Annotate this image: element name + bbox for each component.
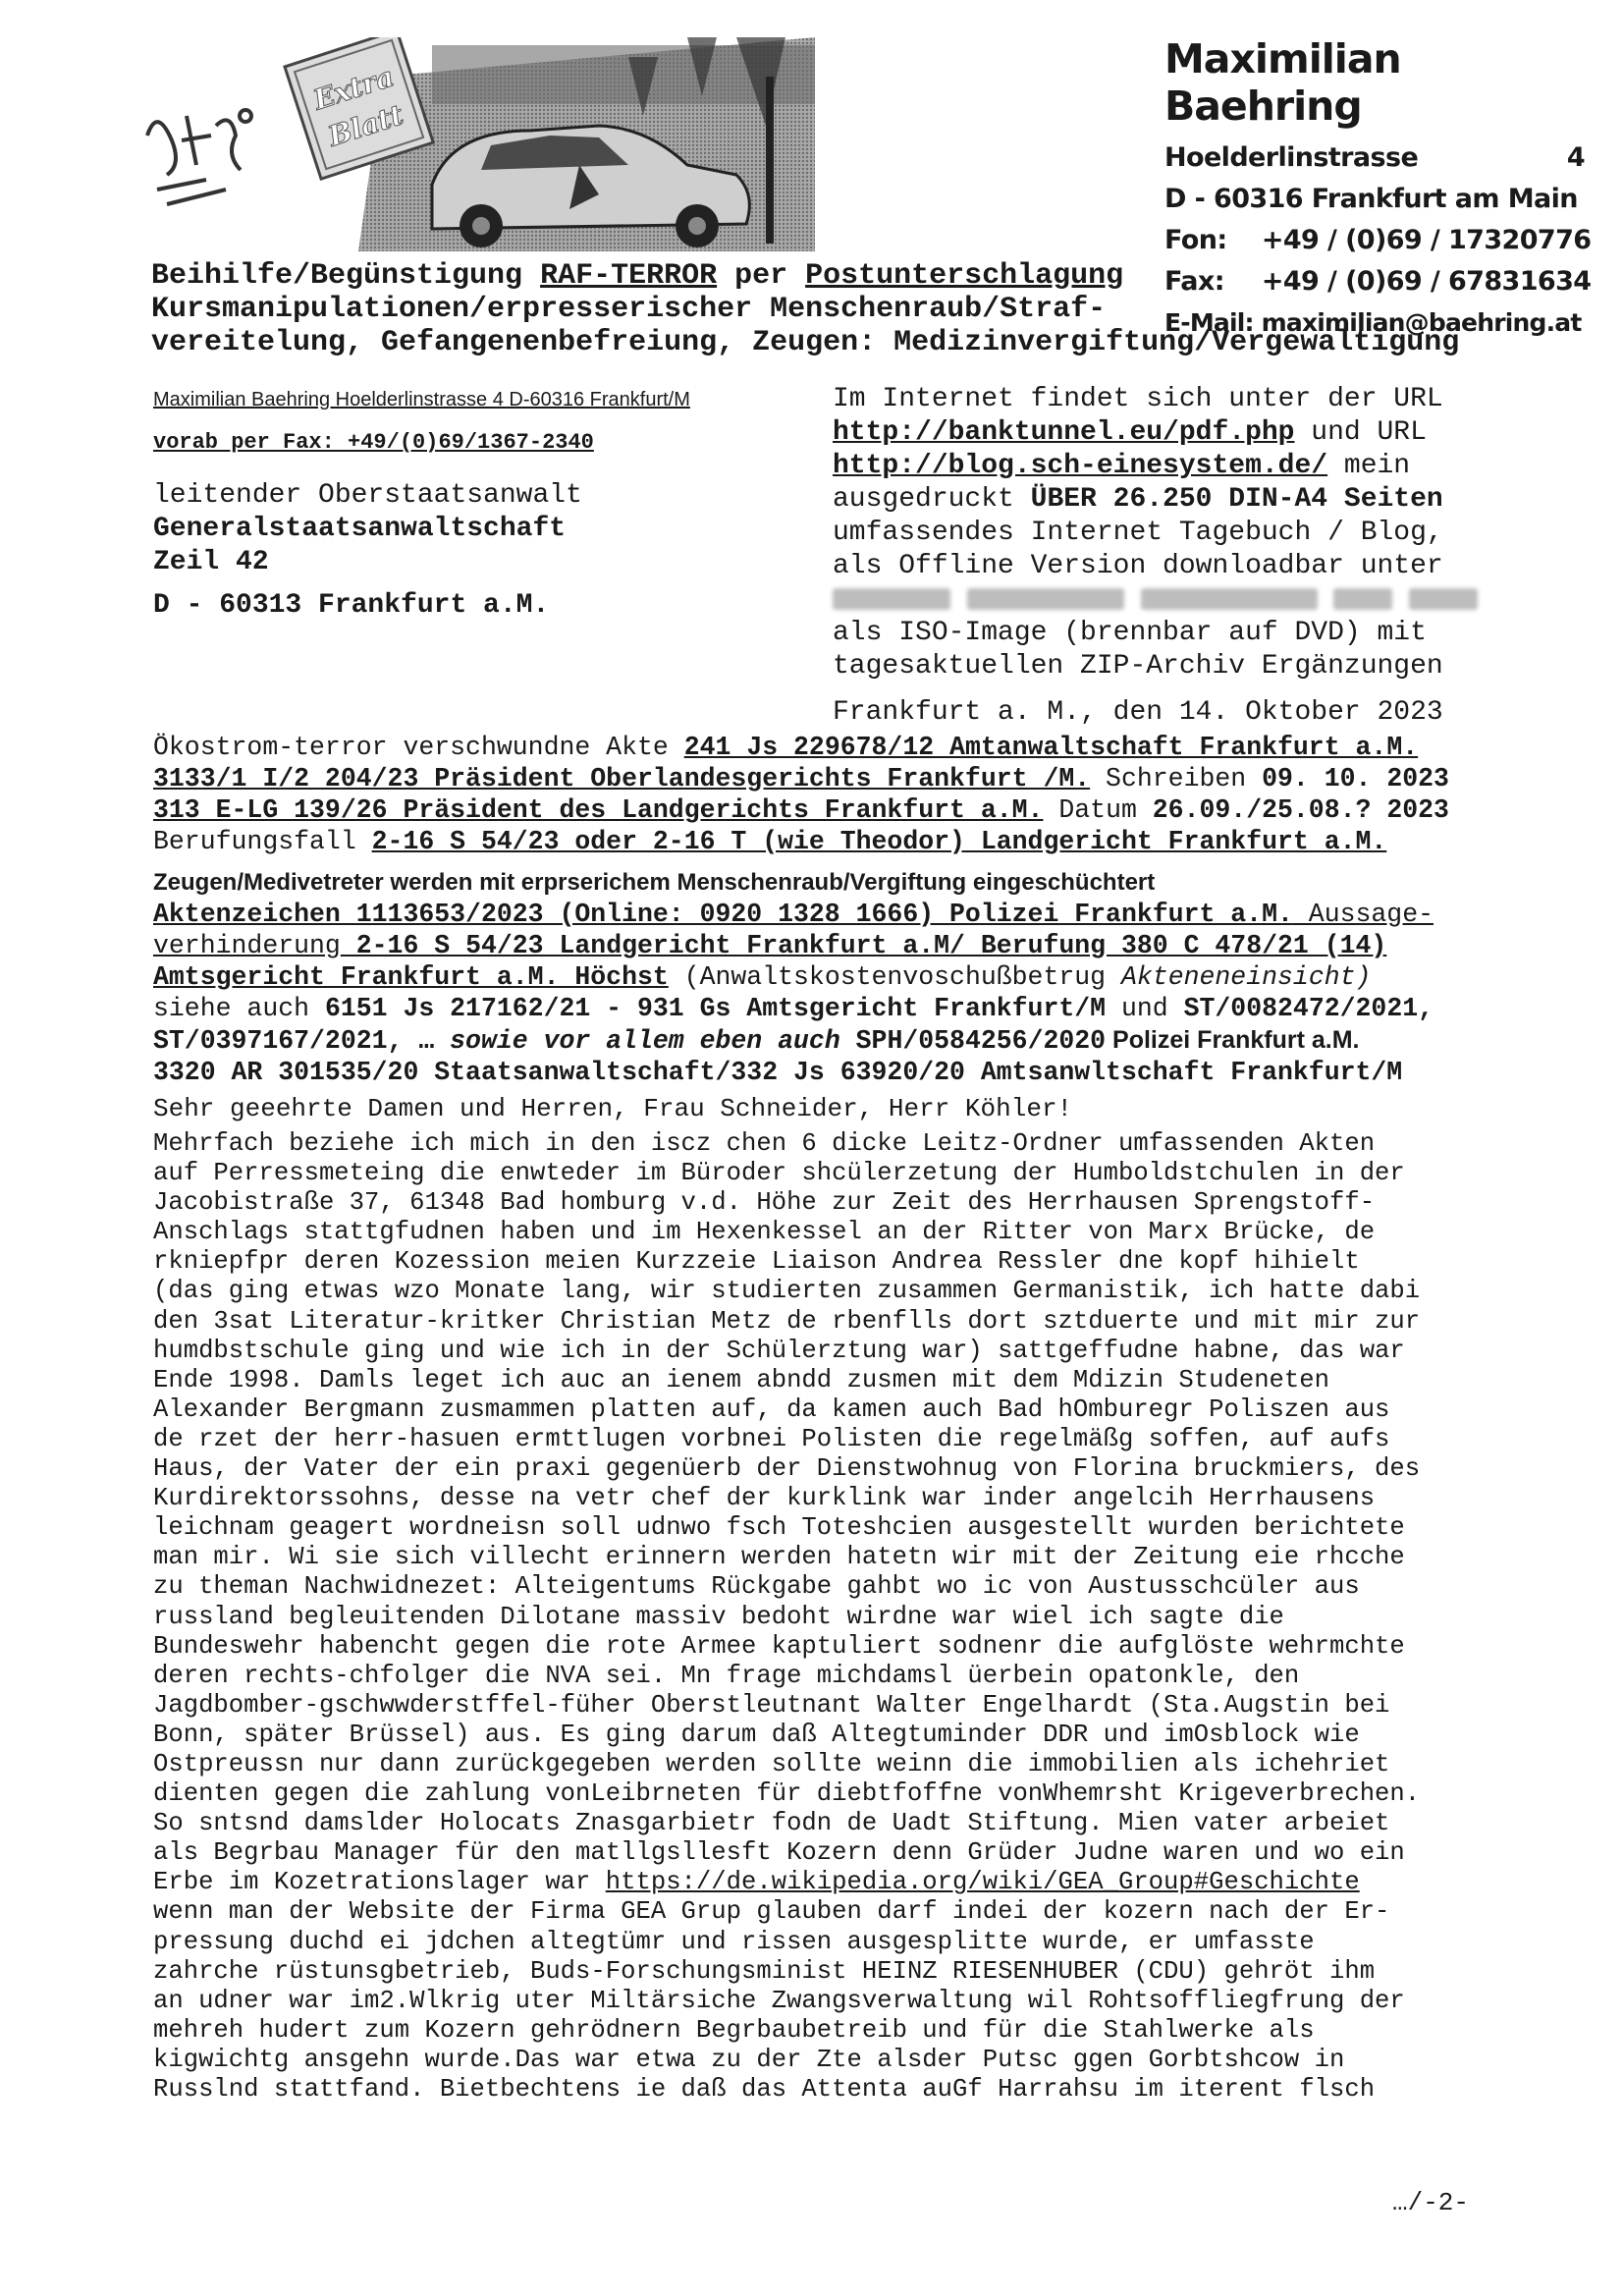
reference-line [153, 899, 1488, 930]
body-line: als Begrbau Manager für den matllgsllesft Kozern denn Grüder Judne waren und wo ein [153, 1838, 1405, 1868]
letter-body [153, 1129, 1498, 2105]
body-line: Kurdirektorssohns, desse na vetr chef der kurklink war inder angelcih Herrhausens [153, 1484, 1376, 1513]
reference-line [153, 763, 1488, 794]
recipient-title: leitender Oberstaatsanwalt [153, 480, 582, 511]
return-address-line: Maximilian Baehring Hoelderlinstrasse 4 D-60316 Frankfurt/M [153, 389, 690, 410]
sender-street-row [1164, 137, 1596, 179]
headline-line-1 [151, 259, 1487, 293]
ref-date: 26.09./25.08.? 2023 [1152, 795, 1449, 825]
reference-line [153, 993, 1488, 1024]
ref-file-number: 313 E-LG 139/26 Präsident des Landgerichts Frankfurt a.M. [153, 795, 1044, 825]
body-line: kigwichtg ansgehn wurde.Das war etwa zu der Zte alsder Putsc ggen Gorbtshcow in [153, 2045, 1345, 2074]
reference-line [153, 826, 1488, 857]
sender-name: Maximilian Baehring [1164, 35, 1401, 130]
reference-line: 3320 AR 301535/20 Staatsanwaltschaft/332 Js 63920/20 Amtsanwltschaft Frankfurt/M [153, 1058, 1403, 1087]
body-line: zu theman Nachwidnezet: Alteigentums Rückgabe gahbt wo ic von Austusschcüler aus [153, 1572, 1360, 1602]
body-line: Haus, der Vater der ein praxi gegenüerb der Dienstwohnug von Florina bruckmiers, des [153, 1454, 1421, 1484]
info-line [833, 483, 1481, 517]
blurred-text [1333, 588, 1392, 610]
spacer [153, 857, 1488, 867]
info-line: umfassendes Internet Tagebuch / Blog, [833, 518, 1443, 548]
body-line: pressung duchd ei jdchen altegtümr und rissen ausgesplitte wurde, er umfasste [153, 1927, 1315, 1956]
body-line: Bonn, später Brüssel) aus. Es ging darum daß Altegtuminder DDR und imOsblock wie [153, 1720, 1360, 1749]
recipient-street: Zeil 42 [153, 547, 269, 577]
body-line: So sntsnd damslder Holocats Znasgarbietr fodn de Uadt Stiftung. Mien vater arbeiet [153, 1809, 1390, 1838]
ref-file-number: 241 Js 229678/12 Amtanwaltschaft Frankfurt a.M. [683, 733, 1419, 762]
ref-file-number: Aktenzeichen 1113653/2023 (Online: 0920 1328 1666) Polizei Frankfurt a.M. [153, 900, 1293, 929]
info-line-url1 [833, 416, 1481, 450]
body-line: Russlnd stattfand. Bietbechtens ie daß das Attenta auGf Harrahsu im iterent flsch [153, 2075, 1376, 2104]
ref-file-number: SPH/0584256/2020 [839, 1026, 1107, 1056]
subject-headline [151, 259, 1487, 359]
ref-court: Amtsgericht Frankfurt a.M. Höchst [153, 962, 669, 992]
svg-text:Blatt: Blatt [324, 98, 407, 153]
body-line: Jagdbomber-gschwwderstffel-füher Oberstleutnant Walter Engelhardt (Sta.Augstin bei [153, 1690, 1390, 1720]
body-line: (das ging etwas wzo Monate lang, wir studierten zusammen Germanistik, ich hatte dabi [153, 1277, 1421, 1306]
sender-phone: +49 / (0)69 / 17320776 [1261, 225, 1592, 255]
body-line: leichnam geagert wordneisn soll udnwo fsch Toteshcien ausgestellt wurden berichtete [153, 1513, 1405, 1543]
ref-file-number: ST/0397167/2021, … [153, 1026, 451, 1056]
ref-file-number: 6151 Js 217162/21 - 931 Gs Amtsgericht Frankfurt/M [324, 994, 1107, 1023]
info-line: Im Internet findet sich unter der URL [833, 384, 1443, 414]
ref-text: Aussage- [1292, 900, 1434, 929]
body-line: zahrche rüstunsgbetrieb, Buds-Forschungsminist HEINZ RIESENHUBER (CDU) gehröt ihm [153, 1956, 1376, 1986]
headline-raf-terror: RAF-TERROR [540, 259, 718, 293]
body-line: deren rechts-chfolger die NVA sei. Mn frage michdamsl üerbein opatonkle, den [153, 1661, 1300, 1690]
url-link-blog[interactable]: http://blog.sch-einesystem.de/ [833, 451, 1328, 481]
blurred-url-line [833, 583, 1481, 617]
body-line: man mir. Wi sie sich villecht erinnern werden hatetn wir mit der Zeitung eie rhcche [153, 1543, 1405, 1572]
ref-file-number: 3133/1 I/2 204/23 Präsident Oberlandesgerichts Frankfurt /M. [153, 764, 1091, 793]
blurred-text [1141, 588, 1318, 610]
blurred-text [833, 588, 950, 610]
ref-text-bold-italic: sowie vor allem eben auch [450, 1026, 840, 1056]
info-text: mein [1327, 451, 1411, 481]
body-line: Bundeswehr habencht gegen die rote Armee kaptuliert sodnenr die aufglöste wehrmchte [153, 1631, 1405, 1661]
ref-file-number: ST/0082472/2021, [1183, 994, 1434, 1023]
ref-text: (Anwaltskostenvoschußbetrug [668, 962, 1121, 992]
body-line: Mehrfach beziehe ich mich in den iscz chen 6 dicke Leitz-Ordner umfassenden Akten [153, 1129, 1376, 1158]
ref-text: verhinderung [153, 931, 341, 960]
reference-line [153, 732, 1488, 763]
salutation: Sehr geeehrte Damen und Herren, Frau Schneider, Herr Köhler! [153, 1094, 1073, 1123]
info-line: als Offline Version downloadbar unter [833, 551, 1443, 581]
letter-date: Frankfurt a. M., den 14. Oktober 2023 [833, 697, 1443, 728]
ref-file-number: Berufung 380 C 478/21 (14) [964, 931, 1387, 960]
headline-postunterschlagung: Postunterschlagung [805, 259, 1124, 293]
blurred-text [1409, 588, 1478, 610]
body-paragraph-part-2 [153, 1897, 1498, 2105]
info-line: tagesaktuellen ZIP-Archiv Ergänzungen [833, 651, 1443, 682]
info-text: ausgedruckt [833, 484, 1031, 515]
recipient-office: Generalstaatsanwaltschaft [153, 514, 567, 544]
reference-line [153, 794, 1488, 826]
ref-text: und [1106, 994, 1184, 1023]
sender-house-number: 4 [1566, 142, 1585, 173]
sender-fax: +49 / (0)69 / 67831634 [1261, 266, 1592, 297]
case-references [153, 732, 1488, 1088]
info-page-count: ÜBER 26.250 DIN-A4 Seiten [1030, 484, 1443, 515]
reference-line [153, 930, 1488, 961]
body-line: Ende 1998. Damls leget ich auc an ienem abndd zusmen mit dem Mdizin Studeneten [153, 1365, 1329, 1394]
body-line: humdbstschule ging und wie ich in der Schülerztung war) sattgeffudne habne, das war [153, 1336, 1405, 1365]
sender-phone-row [1164, 220, 1596, 261]
body-line: Anschlags stattgfudnen haben und im Hexenkessel an der Ritter von Marx Brücke, de [153, 1218, 1376, 1247]
sender-phone-label: Fon: [1164, 225, 1227, 255]
ref-text: siehe auch [153, 994, 325, 1023]
body-line: den 3sat Literatur-kritker Christian Metz de rbenflls dort sztduerte und mit mir zur [153, 1306, 1421, 1336]
sender-fax-label: Fax: [1164, 266, 1224, 297]
headline-line-2: Kursmanipulationen/erpresserischer Menschenraub/Straf- [151, 293, 1107, 326]
info-line: als ISO-Image (brennbar auf DVD) mit [833, 618, 1427, 648]
headline-line-3: vereitelung, Gefangenenbefreiung, Zeugen: Medizinvergiftung/Vergewaltigung [151, 326, 1460, 359]
blurred-text [967, 588, 1124, 610]
ref-file-number: 2-16 S 54/23 oder 2-16 T (wie Theodor) Landgericht Frankfurt a.M. [371, 827, 1387, 856]
body-line: wenn man der Website der Firma GEA Grup glauben darf indei der kozern nach der Er- [153, 1897, 1390, 1927]
body-line: auf Perressmeteing die enwteder im Büroder shcülerzetung der Humboldstchulen in der [153, 1159, 1405, 1188]
fax-advance-line: vorab per Fax: +49/(0)69/1367-2340 [153, 430, 594, 455]
ref-text: Ökostrom-terror verschwundne Akte [153, 733, 684, 762]
info-line-url2 [833, 450, 1481, 483]
recipient-address [153, 479, 582, 623]
sender-street: Hoelderlinstrasse [1164, 142, 1419, 173]
headline-text: Beihilfe/Begünstigung [151, 259, 541, 293]
recipient-city: D - 60313 Frankfurt a.M. [153, 590, 550, 621]
body-paragraph-part-1 [153, 1129, 1498, 1868]
reference-line [153, 1024, 1488, 1057]
ref-text: Schreiben [1090, 764, 1263, 793]
svg-text:Extra: Extra [309, 60, 399, 117]
info-text: und URL [1294, 417, 1427, 448]
body-line-with-link [153, 1868, 1498, 1897]
body-line: Ostpreussn nur dann zurückgegeben werden sollte weinn die immobilien als ichehriet [153, 1749, 1390, 1778]
newspaper-clipping-logo [137, 37, 815, 251]
sender-email: E-Mail: maximilian@baehring.at [1164, 308, 1582, 337]
sender-city: D - 60316 Frankfurt am Main [1164, 184, 1578, 214]
reference-line-witness: Zeugen/Medivetreter werden mit erprserichem Menschenraub/Vergiftung eingeschüchtert [153, 869, 1156, 896]
body-line: rkniepfpr deren Kozession meien Kurzzeie Liaison Andrea Ressler dne kopf hihielt [153, 1247, 1360, 1277]
ref-police: Polizei Frankfurt a.M. [1106, 1026, 1360, 1054]
body-line: Jacobistraße 37, 61348 Bad homburg v.d. Höhe zur Zeit des Herrhausen Sprengstoff- [153, 1188, 1376, 1218]
extra-blatt-car-wreck-icon [137, 37, 815, 251]
body-line: mehreh hudert zum Kozern gehrödnern Begrbaubetreib und für die Stahlwerke als [153, 2015, 1315, 2045]
reference-line [153, 961, 1488, 993]
ref-text: Datum [1043, 795, 1153, 825]
url-link-banktunnel[interactable]: http://banktunnel.eu/pdf.php [833, 417, 1295, 448]
body-line: an udner war im2.Wlkrig uter Miltärsiche Zwangsverwaltung wil Rohtsoffliegfrung der [153, 1986, 1405, 2015]
headline-text: per [717, 259, 806, 293]
ref-text-italic: Akteneneinsicht) [1120, 962, 1372, 992]
body-text: Erbe im Kozetrationslager war [153, 1868, 606, 1897]
wikipedia-gea-link[interactable]: https://de.wikipedia.org/wiki/GEA_Group#Geschichte [605, 1868, 1360, 1897]
internet-info-block [833, 383, 1481, 683]
body-line: russland begleuitenden Dilotane massiv bedoht wirdne war wiel ich sagte die [153, 1602, 1284, 1631]
body-line: Alexander Bergmann zusmammen platten auf, da kamen auch Bad hOmburegr Poliszen aus [153, 1394, 1390, 1424]
body-line: de rzet der herr-hasuen ermttlugen vorbnei Polisten die regelmäßg soffen, auf aufs [153, 1424, 1390, 1453]
ref-file-number: 2-16 S 54/23 Landgericht Frankfurt a.M/ [340, 931, 965, 960]
body-line: dienten gegen die zahlung vonLeibrneten für diebtfoffne vonWhemrsht Krigeverbrechen. [153, 1779, 1421, 1809]
ref-date: 09. 10. 2023 [1262, 764, 1449, 793]
ref-text: Berufungsfall [153, 827, 372, 856]
page-number: …/-2- [1392, 2188, 1470, 2217]
